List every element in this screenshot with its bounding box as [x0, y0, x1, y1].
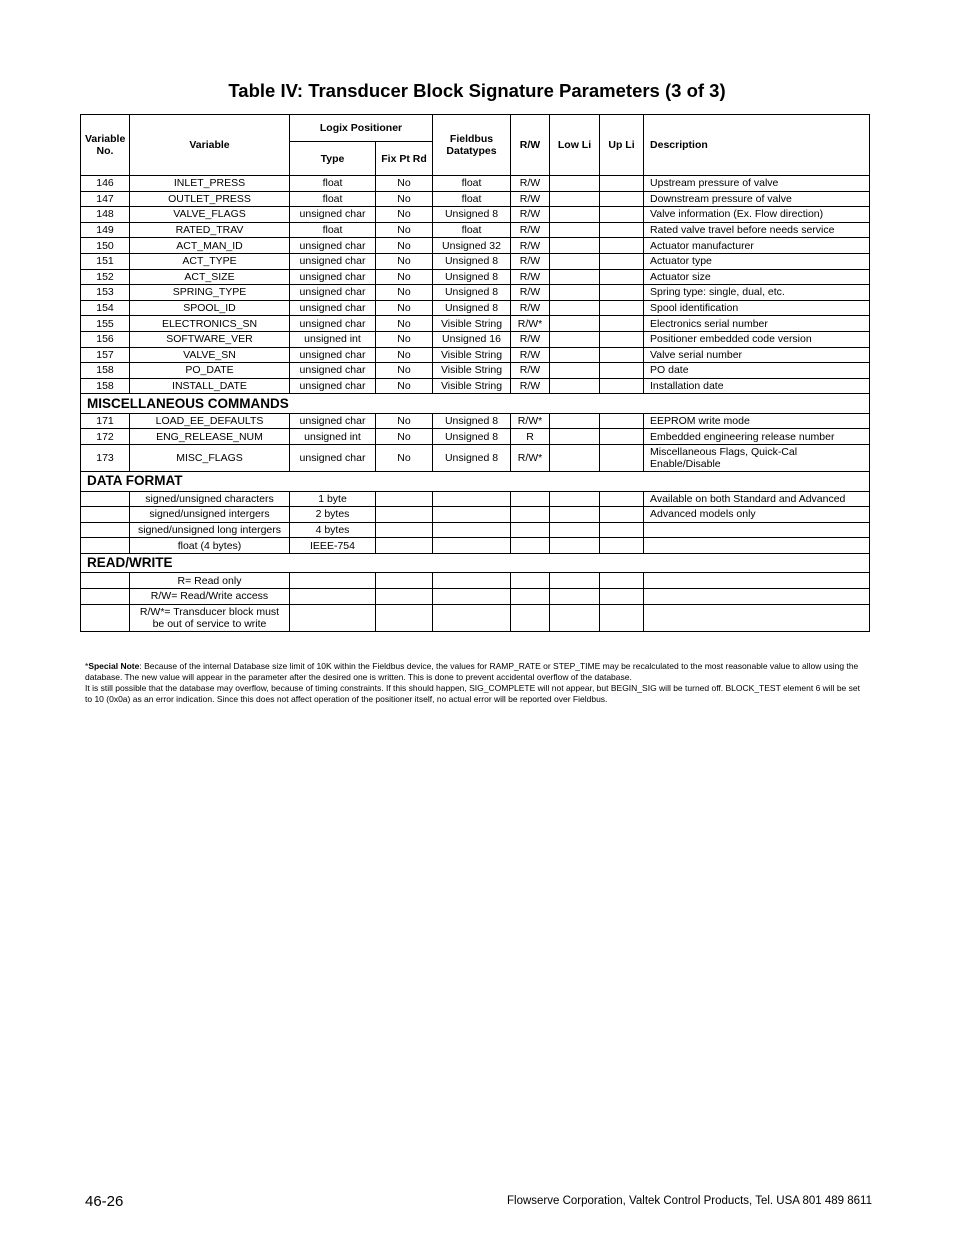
cell-rw: R/W	[511, 222, 550, 238]
cell-rw	[511, 588, 550, 604]
cell-up	[600, 253, 644, 269]
cell-rw	[511, 573, 550, 589]
cell-up	[600, 347, 644, 363]
cell-low	[550, 222, 600, 238]
cell-var: signed/unsigned characters	[130, 491, 290, 507]
cell-up	[600, 429, 644, 445]
cell-rw: R/W	[511, 300, 550, 316]
cell-no: 147	[81, 191, 130, 207]
cell-up	[600, 222, 644, 238]
cell-desc: Actuator size	[644, 269, 870, 285]
cell-up	[600, 269, 644, 285]
cell-var: ELECTRONICS_SN	[130, 316, 290, 332]
cell-fb	[433, 538, 511, 554]
cell-rw: R/W	[511, 176, 550, 192]
cell-low	[550, 573, 600, 589]
cell-fix: No	[376, 347, 433, 363]
cell-no: 156	[81, 331, 130, 347]
cell-desc: Embedded engineering release number	[644, 429, 870, 445]
cell-low	[550, 176, 600, 192]
table-row	[81, 538, 870, 554]
cell-up	[600, 207, 644, 223]
cell-fix: No	[376, 331, 433, 347]
cell-desc	[644, 522, 870, 538]
cell-rw: R/W	[511, 285, 550, 301]
cell-no: 146	[81, 176, 130, 192]
cell-desc: EEPROM write mode	[644, 413, 870, 429]
cell-var: R/W*= Transducer block must be out of service to write	[130, 604, 290, 631]
cell-var: INSTALL_DATE	[130, 378, 290, 394]
table-row	[81, 191, 870, 207]
header-fix-pt-rd: Fix Pt Rd	[376, 142, 433, 176]
cell-desc: Miscellaneous Flags, Quick-Cal Enable/Disable	[644, 445, 870, 472]
page-title: Table IV: Transducer Block Signature Parameters (3 of 3)	[228, 80, 726, 101]
note-text-1: : Because of the internal Database size limit of 10K within the Fieldbus device, the values for RAMP_RATE or STEP_TIME may be recalculated to the most reasonable value to allow using the database. The new value will appear in the parameter after the desired one is written. This is done to prevent accidental overflow of the database.	[85, 661, 859, 682]
table-row	[81, 363, 870, 379]
cell-type: 4 bytes	[290, 522, 376, 538]
cell-fb	[433, 507, 511, 523]
header-variable: Variable	[130, 115, 290, 176]
cell-var: SOFTWARE_VER	[130, 331, 290, 347]
cell-type: unsigned char	[290, 285, 376, 301]
cell-type	[290, 588, 376, 604]
cell-no	[81, 507, 130, 523]
cell-low	[550, 269, 600, 285]
cell-var: VALVE_SN	[130, 347, 290, 363]
cell-fb: Unsigned 8	[433, 285, 511, 301]
cell-fb: Unsigned 8	[433, 300, 511, 316]
cell-type: unsigned char	[290, 207, 376, 223]
cell-fb: Unsigned 8	[433, 445, 511, 472]
cell-no: 158	[81, 378, 130, 394]
section-heading: MISCELLANEOUS COMMANDS	[81, 394, 870, 414]
cell-rw: R/W	[511, 207, 550, 223]
cell-desc: Available on both Standard and Advanced	[644, 491, 870, 507]
cell-fix: No	[376, 363, 433, 379]
section-heading: READ/WRITE	[81, 553, 870, 573]
cell-up	[600, 445, 644, 472]
cell-no: 155	[81, 316, 130, 332]
cell-fb: Visible String	[433, 316, 511, 332]
cell-up	[600, 413, 644, 429]
cell-fb: Unsigned 8	[433, 253, 511, 269]
table-row	[81, 378, 870, 394]
header-type: Type	[290, 142, 376, 176]
cell-fix: No	[376, 269, 433, 285]
cell-type: unsigned int	[290, 331, 376, 347]
table-row	[81, 253, 870, 269]
cell-type: IEEE-754	[290, 538, 376, 554]
cell-no: 172	[81, 429, 130, 445]
cell-rw: R/W	[511, 269, 550, 285]
table-row	[81, 588, 870, 604]
cell-desc: Actuator manufacturer	[644, 238, 870, 254]
cell-desc: Upstream pressure of valve	[644, 176, 870, 192]
table-row	[81, 604, 870, 631]
cell-low	[550, 316, 600, 332]
cell-var: MISC_FLAGS	[130, 445, 290, 472]
cell-type: float	[290, 191, 376, 207]
cell-var: ACT_MAN_ID	[130, 238, 290, 254]
cell-var: INLET_PRESS	[130, 176, 290, 192]
cell-desc: Electronics serial number	[644, 316, 870, 332]
header-logix-positioner: Logix Positioner	[290, 115, 433, 142]
cell-fix: No	[376, 429, 433, 445]
cell-var: SPOOL_ID	[130, 300, 290, 316]
cell-fb: Visible String	[433, 363, 511, 379]
cell-low	[550, 285, 600, 301]
cell-low	[550, 604, 600, 631]
cell-low	[550, 253, 600, 269]
cell-fix	[376, 573, 433, 589]
table-row	[81, 429, 870, 445]
note-asterisk: *	[85, 661, 89, 671]
cell-no	[81, 538, 130, 554]
cell-desc: Positioner embedded code version	[644, 331, 870, 347]
special-note	[85, 661, 860, 705]
header-description: Description	[644, 115, 870, 176]
cell-fix: No	[376, 238, 433, 254]
table-row	[81, 491, 870, 507]
cell-fix: No	[376, 207, 433, 223]
cell-fb: float	[433, 176, 511, 192]
cell-low	[550, 507, 600, 523]
cell-fb: Unsigned 16	[433, 331, 511, 347]
cell-fix: No	[376, 285, 433, 301]
cell-no: 173	[81, 445, 130, 472]
cell-rw: R/W	[511, 238, 550, 254]
table-row	[81, 413, 870, 429]
cell-var: signed/unsigned long intergers	[130, 522, 290, 538]
cell-type: 1 byte	[290, 491, 376, 507]
cell-var: R= Read only	[130, 573, 290, 589]
cell-type: unsigned int	[290, 429, 376, 445]
cell-type: 2 bytes	[290, 507, 376, 523]
table-row	[81, 176, 870, 192]
table-row	[81, 269, 870, 285]
cell-var: ENG_RELEASE_NUM	[130, 429, 290, 445]
table-row	[81, 316, 870, 332]
cell-desc	[644, 573, 870, 589]
cell-low	[550, 238, 600, 254]
cell-desc	[644, 588, 870, 604]
cell-low	[550, 300, 600, 316]
cell-desc: Rated valve travel before needs service	[644, 222, 870, 238]
cell-rw: R/W*	[511, 445, 550, 472]
table-row	[81, 445, 870, 472]
cell-rw: R/W*	[511, 316, 550, 332]
cell-fix: No	[376, 445, 433, 472]
cell-up	[600, 300, 644, 316]
cell-fix	[376, 604, 433, 631]
cell-fb: Unsigned 8	[433, 429, 511, 445]
cell-no	[81, 573, 130, 589]
cell-rw: R/W	[511, 331, 550, 347]
cell-no: 150	[81, 238, 130, 254]
cell-fix: No	[376, 300, 433, 316]
header-rw: R/W	[511, 115, 550, 176]
cell-var: PO_DATE	[130, 363, 290, 379]
cell-var: ACT_TYPE	[130, 253, 290, 269]
cell-fb: Unsigned 8	[433, 207, 511, 223]
cell-low	[550, 347, 600, 363]
cell-desc	[644, 604, 870, 631]
footer-company: Flowserve Corporation, Valtek Control Products, Tel. USA 801 489 8611	[506, 1195, 872, 1207]
cell-low	[550, 522, 600, 538]
cell-rw: R/W	[511, 378, 550, 394]
cell-desc: Downstream pressure of valve	[644, 191, 870, 207]
cell-fix: No	[376, 253, 433, 269]
cell-var: LOAD_EE_DEFAULTS	[130, 413, 290, 429]
cell-fb	[433, 522, 511, 538]
cell-no: 171	[81, 413, 130, 429]
cell-rw	[511, 522, 550, 538]
cell-type: float	[290, 222, 376, 238]
cell-fix: No	[376, 176, 433, 192]
cell-fb: Visible String	[433, 347, 511, 363]
cell-no: 157	[81, 347, 130, 363]
table-row	[81, 507, 870, 523]
cell-rw: R	[511, 429, 550, 445]
cell-var: VALVE_FLAGS	[130, 207, 290, 223]
cell-desc: Spool identification	[644, 300, 870, 316]
cell-fb	[433, 604, 511, 631]
table-row	[81, 573, 870, 589]
cell-no	[81, 604, 130, 631]
signature-parameters-table	[80, 114, 870, 632]
cell-no: 149	[81, 222, 130, 238]
cell-up	[600, 573, 644, 589]
cell-var: RATED_TRAV	[130, 222, 290, 238]
cell-type: unsigned char	[290, 347, 376, 363]
cell-up	[600, 522, 644, 538]
section-row	[81, 553, 870, 573]
cell-low	[550, 363, 600, 379]
table-body	[81, 176, 870, 632]
cell-desc: Installation date	[644, 378, 870, 394]
cell-low	[550, 191, 600, 207]
cell-var: signed/unsigned intergers	[130, 507, 290, 523]
cell-up	[600, 363, 644, 379]
cell-var: float (4 bytes)	[130, 538, 290, 554]
cell-rw: R/W	[511, 253, 550, 269]
cell-no: 158	[81, 363, 130, 379]
cell-fb	[433, 491, 511, 507]
cell-var: ACT_SIZE	[130, 269, 290, 285]
cell-fb	[433, 588, 511, 604]
cell-type: unsigned char	[290, 363, 376, 379]
cell-type: float	[290, 176, 376, 192]
cell-fb: Unsigned 8	[433, 413, 511, 429]
cell-low	[550, 445, 600, 472]
cell-up	[600, 507, 644, 523]
table-row	[81, 331, 870, 347]
cell-fix: No	[376, 316, 433, 332]
cell-up	[600, 604, 644, 631]
cell-type: unsigned char	[290, 413, 376, 429]
cell-rw	[511, 538, 550, 554]
cell-type	[290, 573, 376, 589]
cell-fix	[376, 491, 433, 507]
cell-fix	[376, 522, 433, 538]
table-row	[81, 522, 870, 538]
cell-type: unsigned char	[290, 378, 376, 394]
cell-up	[600, 378, 644, 394]
cell-desc: Spring type: single, dual, etc.	[644, 285, 870, 301]
cell-fix	[376, 538, 433, 554]
cell-type	[290, 604, 376, 631]
cell-no: 151	[81, 253, 130, 269]
cell-fb: float	[433, 191, 511, 207]
cell-fix: No	[376, 191, 433, 207]
table-row	[81, 222, 870, 238]
header-variable-no: Variable No.	[81, 115, 130, 176]
cell-low	[550, 538, 600, 554]
cell-rw: R/W	[511, 363, 550, 379]
cell-desc	[644, 538, 870, 554]
table-row	[81, 300, 870, 316]
cell-up	[600, 238, 644, 254]
cell-desc: Actuator type	[644, 253, 870, 269]
table-row	[81, 207, 870, 223]
header-up-li: Up Li	[600, 115, 644, 176]
cell-no: 148	[81, 207, 130, 223]
section-heading: DATA FORMAT	[81, 472, 870, 492]
page-number: 46-26	[85, 1193, 124, 1210]
cell-up	[600, 191, 644, 207]
cell-type: unsigned char	[290, 238, 376, 254]
cell-up	[600, 491, 644, 507]
note-label: Special Note	[88, 661, 140, 671]
header-fieldbus-datatypes: Fieldbus Datatypes	[433, 115, 511, 176]
cell-no	[81, 491, 130, 507]
cell-fb	[433, 573, 511, 589]
cell-up	[600, 285, 644, 301]
cell-type: unsigned char	[290, 253, 376, 269]
cell-type: unsigned char	[290, 269, 376, 285]
cell-low	[550, 331, 600, 347]
cell-fix: No	[376, 413, 433, 429]
cell-low	[550, 588, 600, 604]
cell-no: 154	[81, 300, 130, 316]
cell-var: R/W= Read/Write access	[130, 588, 290, 604]
cell-no: 152	[81, 269, 130, 285]
table-row	[81, 347, 870, 363]
cell-low	[550, 207, 600, 223]
cell-desc: PO date	[644, 363, 870, 379]
cell-desc: Valve information (Ex. Flow direction)	[644, 207, 870, 223]
cell-fix: No	[376, 222, 433, 238]
cell-var: SPRING_TYPE	[130, 285, 290, 301]
cell-no: 153	[81, 285, 130, 301]
cell-fb: Visible String	[433, 378, 511, 394]
cell-fb: Unsigned 32	[433, 238, 511, 254]
cell-rw	[511, 604, 550, 631]
header-low-li: Low Li	[550, 115, 600, 176]
cell-desc: Advanced models only	[644, 507, 870, 523]
cell-desc: Valve serial number	[644, 347, 870, 363]
note-text-2: It is still possible that the database may overflow, because of timing constraints. If this should happen, SIG_COMPLETE will not appear, but BEGIN_SIG will be turned off. BLOCK_TEST element 6 will be set to 10 (0x0a) as an error indication. Since this does not affect operation of the positioner itself, no actual error will be reported over Fieldbus.	[85, 683, 860, 704]
cell-up	[600, 538, 644, 554]
cell-up	[600, 176, 644, 192]
section-row	[81, 472, 870, 492]
cell-up	[600, 316, 644, 332]
cell-low	[550, 429, 600, 445]
cell-up	[600, 588, 644, 604]
cell-type: unsigned char	[290, 316, 376, 332]
cell-up	[600, 331, 644, 347]
cell-type: unsigned char	[290, 300, 376, 316]
section-row	[81, 394, 870, 414]
cell-fix	[376, 507, 433, 523]
cell-rw	[511, 507, 550, 523]
cell-rw: R/W	[511, 191, 550, 207]
cell-type: unsigned char	[290, 445, 376, 472]
cell-no	[81, 522, 130, 538]
cell-low	[550, 378, 600, 394]
table-row	[81, 238, 870, 254]
table-row	[81, 285, 870, 301]
cell-rw: R/W*	[511, 413, 550, 429]
cell-fb: Unsigned 8	[433, 269, 511, 285]
cell-var: OUTLET_PRESS	[130, 191, 290, 207]
cell-fix	[376, 588, 433, 604]
cell-rw: R/W	[511, 347, 550, 363]
cell-low	[550, 491, 600, 507]
cell-no	[81, 588, 130, 604]
cell-low	[550, 413, 600, 429]
cell-fix: No	[376, 378, 433, 394]
cell-fb: float	[433, 222, 511, 238]
cell-rw	[511, 491, 550, 507]
